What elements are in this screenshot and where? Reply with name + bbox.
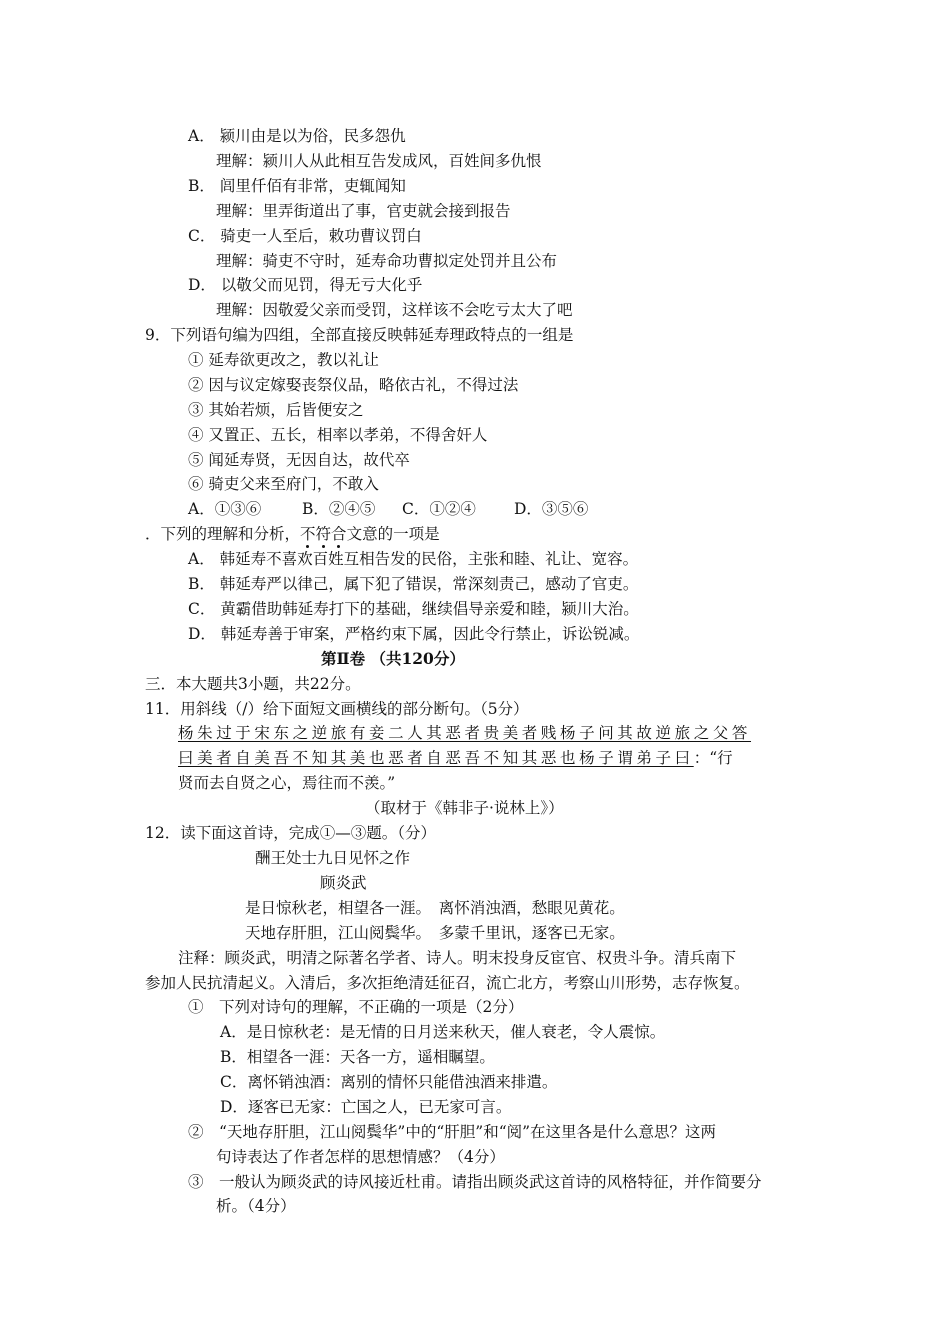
q11-passage-line-2-underlined: 曰美者自美吾不知其美也恶者自恶吾不知其恶也杨子谓弟子曰 <box>178 749 694 767</box>
q9-option-a: A．①③⑥ <box>188 500 262 518</box>
q10-stem-suffix: 文意的一项是 <box>346 525 440 543</box>
part2-title: 第Ⅱ卷 （共120分） <box>321 649 465 668</box>
poem-title: 酬王处士九日见怀之作 <box>255 849 411 867</box>
q9-option-d: D．③⑤⑥ <box>514 500 589 518</box>
q8-option-a: A． 颍川由是以为俗，民多怨仇 <box>188 127 406 145</box>
q12-sub1-option-d: D．逐客已无家：亡国之人，已无家可言。 <box>220 1098 512 1116</box>
q11-stem: 11．用斜线（/）给下面短文画横线的部分断句。（5分） <box>145 700 529 718</box>
q10-emphasis-char-1: 不 <box>300 525 316 543</box>
q8-option-a-explanation: 理解：颍川人从此相互告发成风，百姓间多仇恨 <box>216 152 542 170</box>
poem-note-line-2: 参加人民抗清起义。入清后，多次拒绝清廷征召，流亡北方，考察山川形势，志存恢复。 <box>145 974 750 992</box>
q11-passage-line-1: 杨朱过于宋东之逆旅有妾二人其恶者贵美者贱杨子问其故逆旅之父答 <box>178 724 752 742</box>
q10-emphasis-char-3: 合 <box>331 525 347 543</box>
poem-note-line-1: 注释：顾炎武，明清之际著名学者、诗人。明末投身反宦官、权贵斗争。清兵南下 <box>178 949 737 967</box>
q9-item-6: ⑥ 骑吏父来至府门，不敢入 <box>188 475 379 493</box>
q10-option-d: D． 韩延寿善于审案，严格约束下属，因此令行禁止，诉讼锐减。 <box>188 625 640 643</box>
q10-option-b: B． 韩延寿严以律己，属下犯了错误，常深刻责己，感动了官吏。 <box>188 575 639 593</box>
q8-option-b: B． 闾里仟佰有非常，吏辄闻知 <box>188 177 406 195</box>
q11-passage-line-2 <box>178 747 733 769</box>
q11-passage-line-2-tail: ：“行 <box>693 749 733 767</box>
q12-sub3-line-1: ③ 一般认为顾炎武的诗风接近杜甫。请指出顾炎武这首诗的风格特征，并作简要分 <box>188 1173 762 1191</box>
q10-option-a: A． 韩延寿不喜欢百姓互相告发的民俗，主张和睦、礼让、宽容。 <box>188 550 639 568</box>
q12-sub2-line-1: ② “天地存肝胆，江山阅鬓华”中的“肝胆”和“阅”在这里各是什么意思？这两 <box>188 1123 717 1141</box>
q12-sub1-option-b: B．相望各一涯：天各一方，遥相瞩望。 <box>220 1048 495 1066</box>
q11-source: （取材于《韩非子·说林上》） <box>365 799 564 817</box>
q12-sub1-stem: ① 下列对诗句的理解，不正确的一项是（2分） <box>188 998 524 1016</box>
q8-option-c: C． 骑吏一人至后，敕功曹议罚白 <box>188 227 422 245</box>
q9-option-c: C．①②④ <box>402 500 476 518</box>
q10-stem <box>145 523 440 545</box>
q11-passage-line-3: 贤而去自贤之心，焉往而不羡。” <box>178 774 396 792</box>
q9-item-3: ③ 其始若烦，后皆便安之 <box>188 401 364 419</box>
q12-sub3-line-2: 析。（4分） <box>216 1197 296 1215</box>
q8-option-d: D． 以敬父而见罚，得无亏大化乎 <box>188 276 423 294</box>
poem-verse-1: 是日惊秋老，相望各一涯。 离怀消浊酒，愁眼见黄花。 <box>245 899 625 917</box>
poem-author: 顾炎武 <box>320 874 367 892</box>
q10-stem-prefix: ．下列的理解和分析， <box>145 525 301 543</box>
q12-sub1-option-c: C．离怀销浊酒：离别的情怀只能借浊酒来排遣。 <box>220 1073 558 1091</box>
q9-stem: 9．下列语句编为四组，全部直接反映韩延寿理政特点的一组是 <box>145 326 574 344</box>
poem-verse-2: 天地存肝胆，江山阅鬓华。 多蒙千里讯，逐客已无家。 <box>245 924 625 942</box>
q8-option-d-explanation: 理解：因敬爱父亲而受罚，这样该不会吃亏太大了吧 <box>216 301 573 319</box>
q12-sub1-option-a: A．是日惊秋老：是无情的日月送来秋天，催人衰老，令人震惊。 <box>220 1023 666 1041</box>
q9-item-2: ② 因与议定嫁娶丧祭仪品，略依古礼，不得过法 <box>188 376 519 394</box>
q9-item-5: ⑤ 闻延寿贤，无因自达，故代卒 <box>188 451 410 469</box>
q10-option-c: C． 黄霸借助韩延寿打下的基础，继续倡导亲爱和睦，颍川大治。 <box>188 600 639 618</box>
q12-stem: 12．读下面这首诗，完成①—③题。（分） <box>145 824 436 842</box>
q9-item-1: ① 延寿欲更改之，教以礼让 <box>188 351 379 369</box>
q12-sub2-line-2: 句诗表达了作者怎样的思想情感？（4分） <box>216 1148 505 1166</box>
section-three-heading: 三．本大题共3小题，共22分。 <box>145 675 361 693</box>
q9-item-4: ④ 又置正、五长，相率以孝弟，不得舍奸人 <box>188 426 488 444</box>
q9-option-b: B．②④⑤ <box>302 500 376 518</box>
q8-option-b-explanation: 理解：里弄街道出了事，官吏就会接到报告 <box>216 202 511 220</box>
q10-emphasis-char-2: 符 <box>315 525 332 543</box>
q8-option-c-explanation: 理解：骑吏不守时，延寿命功曹拟定处罚并且公布 <box>216 252 558 270</box>
